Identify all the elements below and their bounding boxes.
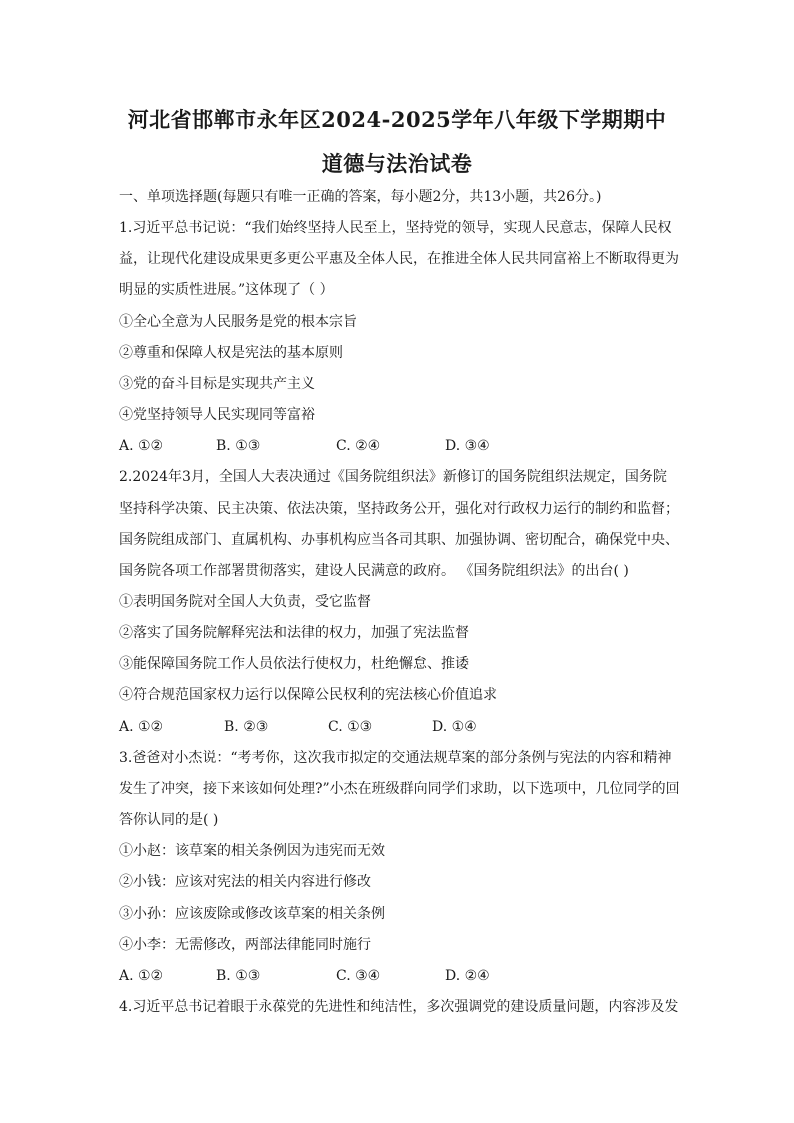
statement-item: ①表明国务院对全国人大负责，受它监督	[119, 594, 371, 610]
question-stem-line: 1.习近平总书记说：“我们始终坚持人民至上，坚持党的领导，实现人民意志，保障人民权	[119, 220, 672, 236]
answer-choice-c: C. ③④	[336, 968, 381, 984]
statement-item: ③党的奋斗目标是实现共产主义	[119, 376, 315, 392]
answer-choice-d: D. ②④	[445, 968, 490, 984]
section-heading: 一、单项选择题(每题只有唯一正确的答案，每小题2分，共13小题，共26分。)	[119, 189, 602, 205]
question-stem-line: 3.爸爸对小杰说：“考考你，这次我市拟定的交通法规草案的部分条例与宪法的内容和精神	[119, 750, 672, 766]
page-title-line2: 道德与法治试卷	[321, 151, 473, 176]
question-stem-line: 坚持科学决策、民主决策、依法决策，坚持政务公开，强化对行政权力运行的制约和监督；	[119, 501, 679, 517]
answer-choice-d: D. ①④	[432, 719, 477, 735]
statement-item: ①全心全意为人民服务是党的根本宗旨	[119, 314, 357, 330]
question-stem-line: 答你认同的是( )	[119, 812, 219, 828]
question-stem-line: 4.习近平总书记着眼于永葆党的先进性和纯洁性，多次强调党的建设质量问题，内容涉及发	[119, 999, 679, 1015]
statement-item: ④小李：无需修改，两部法律能同时施行	[119, 937, 371, 953]
statement-item: ①小赵：该草案的相关条例因为违宪而无效	[119, 843, 385, 859]
answer-choice-c: C. ①③	[328, 719, 373, 735]
statement-item: ②落实了国务院解释宪法和法律的权力，加强了宪法监督	[119, 625, 469, 641]
question-stem-line: 益，让现代化建设成果更多更公平惠及全体人民，在推进全体人民共同富裕上不断取得更为	[119, 251, 679, 267]
answer-choice-b: B. ①③	[216, 968, 261, 984]
statement-item: ②尊重和保障人权是宪法的基本原则	[119, 345, 343, 361]
answer-choice-a: A. ①②	[119, 968, 164, 984]
question-stem-line: 发生了冲突，接下来该如何处理?”小杰在班级群向同学们求助，以下选项中，几位同学的回	[119, 781, 680, 797]
statement-item: ③小孙：应该废除或修改该草案的相关条例	[119, 906, 385, 922]
statement-item: ③能保障国务院工作人员依法行使权力，杜绝懈怠、推诿	[119, 656, 469, 672]
statement-item: ②小钱：应该对宪法的相关内容进行修改	[119, 874, 371, 890]
answer-choice-b: B. ①③	[216, 438, 261, 454]
answer-choice-c: C. ②④	[336, 438, 381, 454]
page-title-line1: 河北省邯郸市永年区2024-2025学年八年级下学期期中	[127, 107, 667, 132]
statement-item: ④党坚持领导人民实现同等富裕	[119, 407, 315, 423]
answer-choice-d: D. ③④	[445, 438, 490, 454]
answer-choice-a: A. ①②	[119, 719, 164, 735]
question-stem-line: 国务院各项工作部署贯彻落实，建设人民满意的政府。 《国务院组织法》的出台( )	[119, 563, 629, 579]
question-stem-line: 明显的实质性进展。”这体现了（ ）	[119, 282, 334, 298]
question-stem-line: 国务院组成部门、直属机构、办事机构应当各司其职、加强协调、密切配合，确保党中央、	[119, 532, 679, 548]
question-stem-line: 2.2024年3月，全国人大表决通过《国务院组织法》新修订的国务院组织法规定，国务院	[119, 469, 667, 485]
answer-choice-a: A. ①②	[119, 438, 164, 454]
statement-item: ④符合规范国家权力运行以保障公民权利的宪法核心价值追求	[119, 687, 497, 703]
answer-choice-b: B. ②③	[224, 719, 269, 735]
